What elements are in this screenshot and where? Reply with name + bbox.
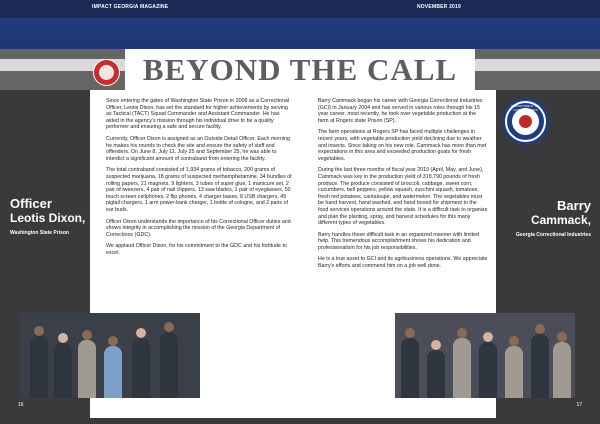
left-subtitle: Washington State Prison bbox=[10, 230, 69, 236]
page-title: BEYOND THE CALL bbox=[142, 52, 458, 87]
right-page-number: 17 bbox=[576, 402, 582, 408]
gdc-seal-icon bbox=[502, 98, 549, 145]
left-title-line2: Leotis Dixon, bbox=[10, 211, 86, 225]
right-paragraph: During the last three months of fiscal year 2019 (April, May, and June), Cammack was key in the production yield of 318,790 pounds of fresh produce. The produce consisted of broccoli, cabbage, sweet corn, cucumbers, bell peppers, yellow squash, zucchini squash, tomatoes, fresh red potatoes, cantaloupe, and watermelon. The vegetables must be hand harvest, hand washed, and hand boxed for shipment to the food services operations around the state. It is a difficult task to organize and plan the planting, spray, and harvest schedules for this many different types of vegetables. bbox=[318, 167, 488, 227]
left-group-photo bbox=[20, 313, 200, 398]
right-paragraph: He is a true asset to GCI and its agribusiness operations. We appreciate Barry's efforts and commend him on a job well done. bbox=[318, 256, 488, 270]
left-title-line1: Officer bbox=[10, 196, 52, 211]
left-paragraph: Officer Dixon understands the importance of his Correctional Officer duties and shows integrity in accomplishing the mission of the Georgia Department of Corrections (GDC). bbox=[106, 218, 291, 238]
georgia-seal-icon bbox=[93, 59, 120, 86]
right-title-line2: Cammack, bbox=[530, 213, 591, 227]
left-paragraph: We applaud Officer Dixon, for his commitment to the GDC and his fortitude to excel. bbox=[106, 243, 287, 256]
right-subtitle: Georgia Correctional Industries bbox=[515, 232, 591, 238]
left-paragraph: Currently, Officer Dixon is assigned as an Outside Detail Officer. Each morning he makes his rounds to check the site and ensure the safety of staff and offenders. On June 8, July 11, July 25 and September 25, he was able to interdict a significant amount of contraband from entering the facility. bbox=[106, 135, 291, 162]
top-bar bbox=[0, 0, 600, 18]
left-paragraph: The total contraband consisted of 1,934 grams of tobacco, 200 grams of suspected marijuana, 18 grams of suspected methamphetamine, 34 bundles of rolling papers, 21 magnets, 9 lighters, 3 tubes of super glue, 1 manicure set, 2 pair of tweezers, 4 pair of nail clippers, 13 saw blades, 1 pair of eyeglasses, 50 touch screen cellphones, 2 flip phones, 4 charger bases, 8 USB chargers, 45 pigtail chargers, 1 arm power-bank charger, 1 bottle of cologne, and 2 pairs of ear buds. bbox=[106, 167, 292, 213]
right-title-line1: Barry bbox=[557, 198, 591, 213]
right-paragraph: Barry handles these difficult task in an organized manner with limited help. This tremendous accomplishment shows his dedication and professionalism for his job responsibilities. bbox=[318, 231, 479, 251]
magazine-name: IMPACT GEORGIA MAGAZINE bbox=[92, 4, 169, 10]
right-feature-title bbox=[516, 198, 591, 238]
right-article bbox=[318, 98, 488, 275]
seal-label: DEPARTMENT OF CORRECTIONS bbox=[511, 104, 540, 112]
right-paragraph: The farm operations at Rogers SP has faced multiple challenges in recent years, with vegetable production yield declining due to weather and insects. Since taking on his new role, Cammack has more than met expectations in this area and exceeded production goals for fresh vegetables. bbox=[318, 129, 487, 162]
left-article bbox=[106, 98, 292, 261]
right-paragraph: Barry Cammack began his career with Georgia Correctional Industries (GCI) in January 2004 and has served in various roles through his 15 year career. most recently, he took over vegetable production at the farm at Rogers state Prison (SP). bbox=[318, 98, 483, 124]
banner-stripe-right bbox=[475, 59, 600, 71]
right-group-photo bbox=[395, 313, 575, 398]
left-paragraph: Since entering the gates of Washington State Prison in 2008 as a Correctional Officer, Leotis Dixon, has set the standard for higher achievements by serving as Tactical (TACT) Squad Commander and Assistant Commander. He has aided in the agency's mission through his individual drive to be a quality performer and ensuring a safe and secure facility. bbox=[106, 98, 289, 131]
issue-month: NOVEMBER 2019 bbox=[417, 4, 462, 10]
left-page-number: 16 bbox=[18, 402, 24, 408]
left-feature-title bbox=[10, 196, 85, 236]
title-banner bbox=[125, 49, 475, 90]
